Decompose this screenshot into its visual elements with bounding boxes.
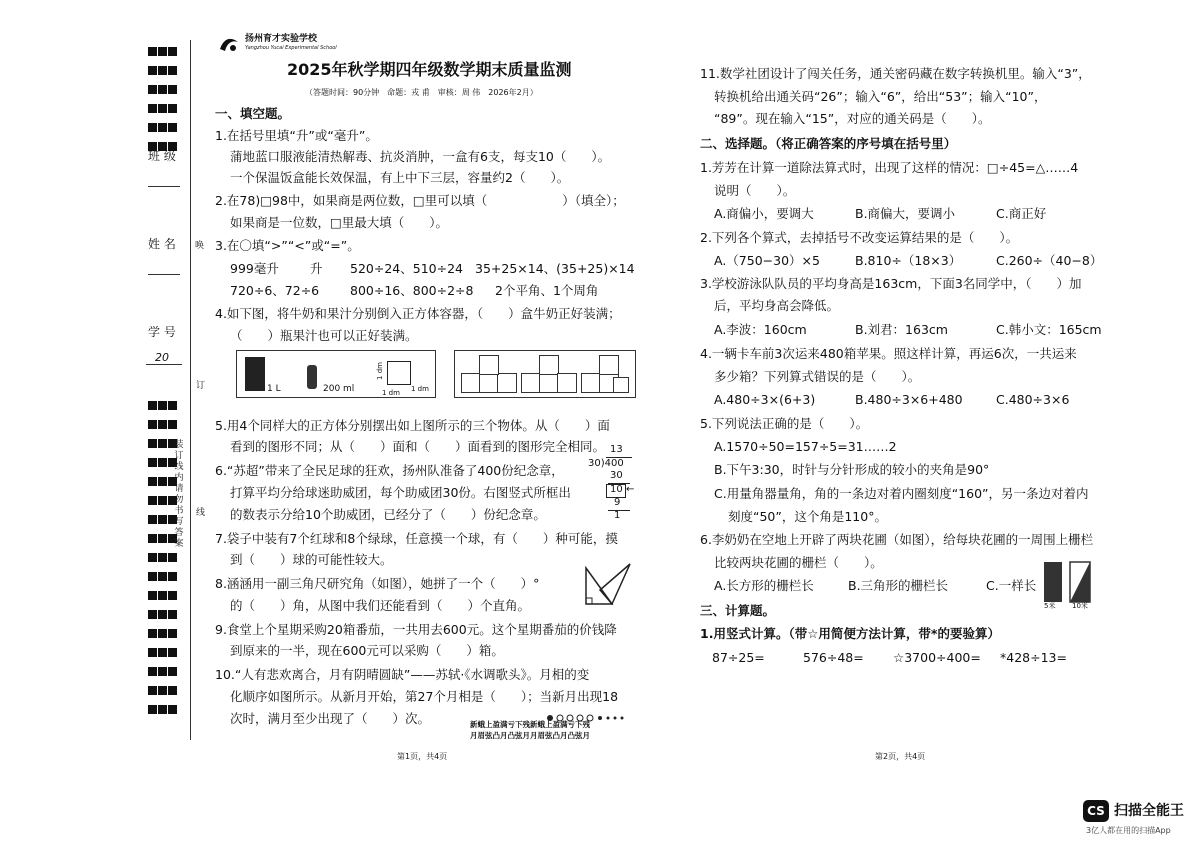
div-step-c: 9 [614, 497, 621, 508]
c2-line1: 2.下列各个算式，去掉括号不改变运算结果的是（ ）。 [700, 230, 1019, 245]
q6-long-division [588, 444, 634, 524]
section3-title: 三、计算题。 [700, 603, 776, 618]
binding-line [190, 40, 191, 740]
name-label: 姓 名 [148, 237, 176, 251]
c6-line2: 比较两块花圃的栅栏（ ）。 [714, 555, 883, 570]
exam-meta: （答题时间：90分钟 命题：戎 甫 审核：周 伟 2026年2月） [305, 88, 538, 97]
c5-option-c1: C.用量角器量角，角的一条边对着内圈刻度“160”，另一条边对着内 [714, 486, 1089, 501]
section2-title: 二、选择题。（将正确答案的序号填在括号里） [700, 136, 957, 151]
c3-line1: 3.学校游泳队队员的平均身高是163cm，下面3名同学中，（ ）加 [700, 276, 1082, 291]
q8-line2: 的（ ）角，从图中我们还能看到（ ）个直角。 [230, 598, 531, 613]
school-name-en: Yangzhou Yucai Experimental School [245, 45, 337, 51]
barcode-block-top [148, 42, 178, 112]
fig-label-10m: 10米 [1072, 602, 1088, 610]
moon-phase-icons [470, 708, 630, 718]
q4-container-figure [236, 350, 436, 398]
seal-text-a: 订 [196, 381, 206, 391]
q3-item-a-unit: 升 [310, 261, 323, 276]
k1-b: 576÷48= [803, 650, 864, 665]
q1-line2: 蒲地蓝口服液能清热解毒、抗炎消肿，一盒有6支，每支10（ ）。 [230, 149, 611, 164]
c5-option-b: B.下午3:30，时针与分针形成的较小的夹角是90° [714, 462, 990, 477]
name-line [148, 274, 180, 275]
q5-cube-figure [454, 350, 636, 398]
camscanner-name: 扫描全能王 [1114, 803, 1184, 819]
div-step-a: 30 [610, 470, 623, 481]
page1-footer: 第1页，共4页 [397, 752, 448, 761]
c5-option-c2: 刻度“50”，这个角是110°。 [728, 509, 887, 524]
q3-item-a: 999毫升 [230, 261, 279, 276]
k1-line1: 1.用竖式计算。（带☆用简便方法计算，带*的要验算） [700, 626, 1000, 641]
q5-line2: 看到的图形不同；从（ ）面和（ ）面看到的图形完全相同。 [230, 439, 606, 454]
q3-item-d: 720÷6、72÷6 [230, 283, 320, 298]
exam-title: 2025年秋学期四年级数学期末质量监测 [287, 60, 572, 79]
q11-line1: 11.数学社团设计了闯关任务，通关密码藏在数字转换机里。输入“3”， [700, 66, 1091, 81]
q3-line1: 3.在〇填“>”“<”或“=”。 [215, 238, 360, 253]
div-quotient: 13 [610, 444, 623, 455]
q3-item-e: 800÷16、800÷2÷8 [350, 283, 474, 298]
arrow-icon: ← [626, 484, 635, 495]
div-step-d: 1 [614, 510, 621, 521]
id-line [146, 364, 182, 365]
k1-d: *428÷13= [1000, 650, 1067, 665]
q11-line2: 转换机给出通关码“26”；输入“6”，给出“53”；输入“10”， [714, 89, 1047, 104]
c2-option-c: C.260÷（40−8） [996, 253, 1103, 268]
cube-container-icon [387, 361, 411, 385]
q6-line3: 的数表示分给10个助威团，已经分了（ ）份纪念章。 [230, 507, 546, 522]
q5-line1: 5.用4个同样大的正方体分别摆出如上图所示的三个物体。从（ ）面 [215, 418, 610, 433]
q6-line2: 打算平均分给球迷助威团，每个助威团30份。右图竖式所框出 [230, 485, 571, 500]
q11-line3: “89”。现在输入“15”，对应的通关码是（ ）。 [714, 111, 991, 126]
milk-volume: 1 L [267, 384, 281, 394]
page2-footer: 第2页，共4页 [875, 752, 926, 761]
q6-line1: 6.“苏超”带来了全民足球的狂欢，扬州队准备了400份纪念章， [215, 463, 564, 478]
div-step-b: 10 [610, 484, 623, 495]
q4-line2: （ ）瓶果汁也可以正好装满。 [230, 328, 418, 343]
camscanner-slogan: 3亿人都在用的扫描App [1086, 826, 1171, 835]
q9-line1: 9.食堂上个星期采购20箱番茄，一共用去600元。这个星期番茄的价钱降 [215, 622, 617, 637]
c3-line2: 后，平均身高会降低。 [714, 298, 840, 313]
c4-option-a: A.480÷3×(6+3) [714, 392, 816, 407]
c4-option-b: B.480÷3×6+480 [855, 392, 963, 407]
q10-line1: 10.“人有悲欢离合，月有阴晴圆缺”——苏轼·《水调歌头》。月相的变 [215, 667, 590, 682]
class-line [148, 186, 180, 187]
cube-dm-width: 1 dm [382, 389, 400, 397]
juice-bottle-icon [307, 365, 317, 389]
moon-phase-labels-2: 月眉弦凸月凸弦月月眉弦凸月凸弦月 [470, 731, 590, 740]
camscanner-logo: CS [1083, 800, 1109, 822]
c4-line1: 4.一辆卡车前3次运来480箱苹果。照这样计算，再运6次，一共运来 [700, 346, 1077, 361]
c1-option-a: A.商偏小，要调大 [714, 206, 814, 221]
q9-line2: 到原来的一半，现在600元可以采购（ ）箱。 [230, 643, 504, 658]
c2-option-a: A.（750−30）×5 [714, 253, 820, 268]
class-label: 班 级 [148, 149, 176, 163]
juice-volume: 200 ml [323, 384, 355, 394]
c6-option-a: A.长方形的栅栏长 [714, 578, 814, 593]
c4-line2: 多少箱？下列算式错误的是（ ）。 [714, 369, 921, 384]
seal-text-b: 线 [196, 508, 206, 518]
q10-line3: 次时，满月至少出现了（ ）次。 [230, 711, 431, 726]
q3-item-c: 35+25×14、(35+25)×14 [475, 261, 635, 276]
seal-text-c: 唤 [195, 241, 205, 251]
triangle-rulers-figure [582, 560, 634, 610]
c1-option-b: B.商偏大，要调小 [855, 206, 956, 221]
div-head: 30)400 [588, 458, 624, 469]
c1-line2: 说明（ ）。 [714, 183, 796, 198]
fig-label-5m: 5米 [1044, 602, 1056, 610]
seal-text-d: 装订线内请勿书写答案 [174, 440, 184, 549]
q2-line1: 2.在78)□98中，如果商是两位数，□里可以填（ ）（填全）； [215, 193, 625, 208]
q4-line1: 4.如下图，将牛奶和果汁分别倒入正方体容器，（ ）盒牛奶正好装满； [215, 306, 621, 321]
c3-option-b: B.刘君：163cm [855, 322, 948, 337]
c2-option-b: B.810÷（18×3） [855, 253, 962, 268]
c3-option-c: C.韩小文：165cm [996, 322, 1102, 337]
c6-option-c: C.一样长 [986, 578, 1037, 593]
moon-phase-labels-1: 新蛾上盈满亏下残新蛾上盈满亏下残 [470, 720, 590, 729]
q2-line2: 如果商是一位数，□里最大填（ ）。 [230, 215, 449, 230]
k1-a: 87÷25= [712, 650, 765, 665]
q1-line1: 1.在括号里填“升”或“毫升”。 [215, 128, 378, 143]
milk-carton-icon [245, 357, 265, 391]
q1-line3: 一个保温饭盒能长效保温，有上中下三层，容量约2（ ）。 [230, 170, 570, 185]
section1-title: 一、填空题。 [215, 106, 291, 121]
school-logo [218, 34, 240, 54]
c6-line1: 6.李奶奶在空地上开辟了两块花圃（如图），给每块花圃的一周围上栅栏 [700, 532, 1094, 547]
q3-item-f: 2个平角、1个周角 [495, 283, 599, 298]
c1-line1: 1.芳芳在计算一道除法算式时，出现了这样的情况：□÷45=△……4 [700, 160, 1079, 175]
cube-dm-depth: 1 dm [411, 385, 429, 393]
k1-c: ☆3700÷400= [893, 650, 981, 665]
id-label: 学 号 [148, 325, 176, 339]
c3-option-a: A.李波：160cm [714, 322, 807, 337]
c6-option-b: B.三角形的栅栏长 [848, 578, 949, 593]
q10-line2: 化顺序如图所示。从新月开始，第27个月相是（ ）；当新月出现18 [230, 689, 619, 704]
q3-item-b: 520÷24、510÷24 [350, 261, 463, 276]
c5-option-a: A.1570÷50=157÷5=31……2 [714, 439, 897, 454]
q8-line1: 8.涵涵用一副三角尺研究角（如图），她拼了一个（ ）° [215, 576, 540, 591]
c1-option-c: C.商正好 [996, 206, 1047, 221]
cube-dm-height: 1 dm [375, 362, 384, 380]
flowerbed-figure [1040, 556, 1098, 612]
q7-line1: 7.袋子中装有7个红球和8个绿球，任意摸一个球，有（ ）种可能，摸 [215, 531, 618, 546]
school-name-cn: 扬州育才实验学校 [245, 34, 318, 44]
id-value: 20 [155, 351, 169, 364]
c5-line1: 5.下列说法正确的是（ ）。 [700, 416, 869, 431]
q7-line2: 到（ ）球的可能性较大。 [230, 552, 393, 567]
c4-option-c: C.480÷3×6 [996, 392, 1070, 407]
